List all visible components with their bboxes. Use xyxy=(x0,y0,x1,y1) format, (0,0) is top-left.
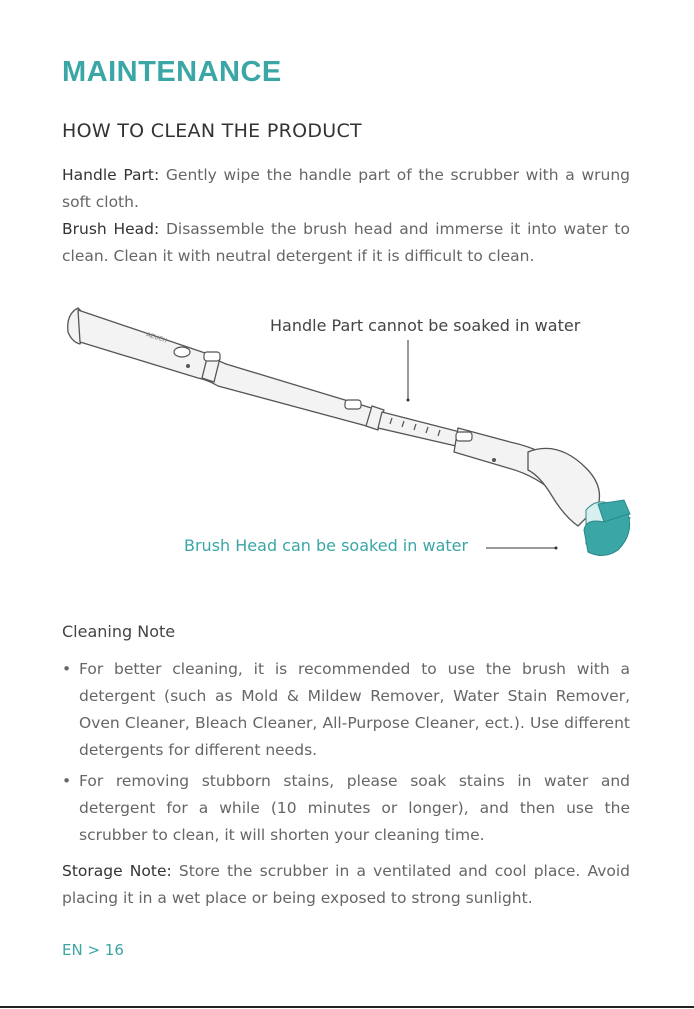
brush-callout-label: Brush Head can be soaked in water xyxy=(184,536,469,555)
handle-part-paragraph xyxy=(62,162,630,216)
telescopic-shaft xyxy=(378,412,460,446)
release-button-icon xyxy=(345,400,361,409)
list-item: • For better cleaning, it is recommended to use the brush with a detergent (such as Mold & Mildew Remover, Water Stain Remover, Oven Cleaner, Bleach Cleaner, All-Purpose Cleaner, ect.). Use different detergents for different needs. xyxy=(62,656,630,764)
handle-part-label: Handle Part: xyxy=(62,166,160,184)
storage-note-text: Store the scrubber in a ventilated and cool place. Avoid placing it in a wet place or being exposed to strong sunlight. xyxy=(62,862,631,907)
list-item: • For removing stubborn stains, please soak stains in water and detergent for a while (10 minutes or longer), and then use the scrubber to clean, it will shorten your cleaning time. xyxy=(62,768,630,849)
speed-button-icon xyxy=(456,432,472,441)
scrubber-illustration xyxy=(58,300,638,570)
cleaning-note-list xyxy=(62,656,630,853)
storage-note-paragraph xyxy=(62,858,630,912)
brush-head xyxy=(584,500,630,556)
page-title: MAINTENANCE xyxy=(62,56,282,88)
indicator-dot-icon xyxy=(186,364,190,368)
indicator-dot-icon xyxy=(492,458,496,462)
lock-switch-icon xyxy=(204,352,220,361)
section-title: HOW TO CLEAN THE PRODUCT xyxy=(62,120,362,142)
storage-note-label: Storage Note: xyxy=(62,862,172,880)
brush-head-text: Disassemble the brush head and immerse it into water to clean. Clean it with neutral detergent if it is difficult to clean. xyxy=(62,220,630,265)
power-button-icon xyxy=(174,347,190,357)
brush-head-label: Brush Head: xyxy=(62,220,160,238)
handle-callout-label: Handle Part cannot be soaked in water xyxy=(270,316,581,335)
bullet-icon: • xyxy=(62,772,72,790)
bottom-divider xyxy=(0,1006,694,1008)
page-number: EN > 16 xyxy=(62,941,124,959)
brush-head-paragraph xyxy=(62,216,630,270)
bullet-icon: • xyxy=(62,660,72,678)
brand-mark: AZUCH xyxy=(145,331,168,345)
cleaning-note-title: Cleaning Note xyxy=(62,622,176,641)
handle-part-text: Gently wipe the handle part of the scrubber with a wrung soft cloth. xyxy=(62,166,630,211)
